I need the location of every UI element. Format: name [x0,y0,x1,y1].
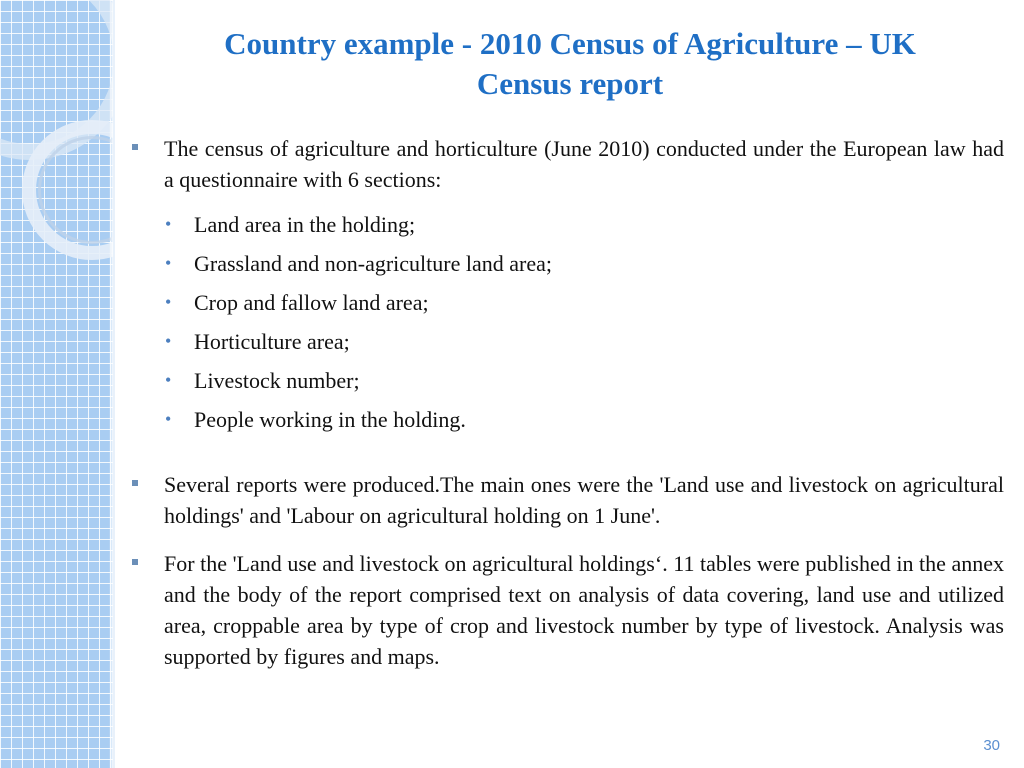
decorative-grid-panel [0,0,113,768]
list-item-text: Grassland and non-agriculture land area; [194,251,552,276]
list-item [164,328,1004,356]
bullet-text: The census of agriculture and horticulture (June 2010) conducted under the European law had a questionnaire with 6 sections: [164,136,1004,192]
section-list [130,211,1004,434]
dot-bullet-icon: • [165,292,172,312]
dot-bullet-icon: • [165,253,172,273]
list-item [164,211,1004,239]
slide-title-line-1: Country example - 2010 Census of Agriculture – UK [224,26,916,61]
page-number: 30 [983,737,1000,754]
bullet-paragraph [130,469,1004,531]
square-bullet-icon [132,559,138,565]
list-item [164,250,1004,278]
dot-bullet-icon: • [165,331,172,351]
slide-title-line-2: Census report [476,66,664,101]
list-item-text: Land area in the holding; [194,212,416,237]
bullet-text: Several reports were produced.The main ones were the 'Land use and livestock on agricultural holdings' and 'Labour on agricultural holding on 1 June'. [164,472,1004,528]
bullet-paragraph [130,133,1004,195]
square-bullet-icon [132,144,138,150]
list-item-text: Horticulture area; [194,329,350,354]
square-bullet-icon [132,480,138,486]
panel-divider [113,0,115,768]
bullet-paragraph [130,548,1004,672]
list-item [164,406,1004,434]
dot-bullet-icon: • [165,409,172,429]
dot-bullet-icon: • [165,370,172,390]
dot-bullet-icon: • [165,214,172,234]
list-item [164,289,1004,317]
slide-content [130,133,1004,672]
slide-title [150,24,990,104]
list-item-text: People working in the holding. [194,407,466,432]
list-item-text: Crop and fallow land area; [194,290,429,315]
list-item-text: Livestock number; [194,368,360,393]
list-item [164,367,1004,395]
bullet-text: For the 'Land use and livestock on agricultural holdings‘. 11 tables were published in the annex and the body of the report comprised text on analysis of data covering, land use and utilized area, croppable area by type of crop and livestock number by type of livestock. Analysis was supported by figures and maps. [164,551,1004,669]
